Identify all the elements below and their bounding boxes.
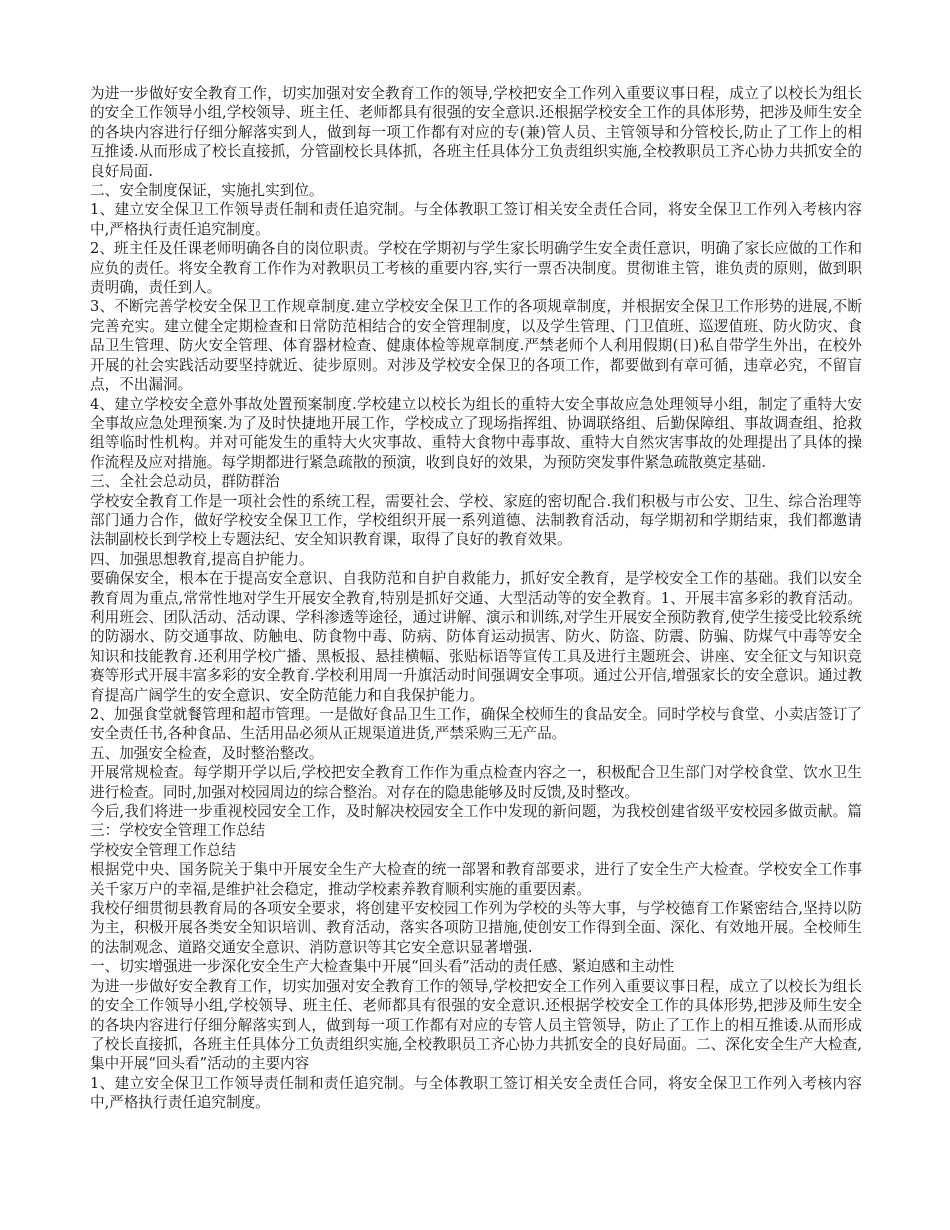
paragraph-canteen: 2、加强食堂就餐管理和超市管理。一是做好食品卫生工作，确保全校师生的食品安全。同时学校与食堂、小卖店签订了安全责任书,各种食品、生活用品必须从正规渠道进货,严禁采购三无产品。 (90, 706, 862, 743)
document-body (90, 84, 862, 1113)
heading-section-3: 三、全社会总动员，群防群治 (90, 473, 280, 491)
paragraph-item-1-repeat: 1、建立安全保卫工作领导责任制和责任追究制。与全体教职工签订相关安全责任合同，将安全保卫工作列入考核内容中,严格执行责任追究制度。 (90, 1074, 862, 1112)
paragraph-basis: 根据党中央、国务院关于集中开展安全生产大检查的统一部署和教育部要求，进行了安全生产大检查。学校安全工作事关千家万户的幸福,是维护社会稳定，推动学校素养教育顺利实施的重要因素。 (90, 861, 862, 898)
paragraph-item-4: 4、建立学校安全意外事故处置预案制度.学校建立以校长为组长的重特大安全事故应急处理领导小组，制定了重特大安全事故应急处理预案.为了及时快捷地开展工作，学校成立了现场指挥组、协调联络组、后勤保障组、事故调查组、抢救组等临时性机构。并对可能发生的重特大火灾事故、重特大食物中毒事故、重特大自然灾害事故的处理提出了具体的操作流程及应对措施。每学期都进行紧急疏散的预演，收到良好的效果，为预防突发事件紧急疏散奠定基础. (90, 395, 862, 471)
heading-section-5: 五、加强安全检查，及时整治整改。 (90, 744, 324, 762)
paragraph-education: 要确保安全，根本在于提高安全意识、自我防范和自护自救能力，抓好安全教育，是学校安全工作的基础。我们以安全教育周为重点,常常性地对学生开展安全教育,特别是抓好交通、大型活动等的安全教育。1、开展丰富多彩的教育活动。利用班会、团队活动、活动课、学科渗透等途径，通过讲解、演示和训练,对学生开展安全预防教育,使学生接受比较系统的防溺水、防交通事故、防触电、防食物中毒、防病、防体育运动损害、防火、防盗、防震、防骗、防煤气中毒等安全知识和技能教育.还利用学校广播、黑板报、悬挂横幅、张贴标语等宣传工具及进行主题班会、讲座、安全征文与知识竞赛等形式开展丰富多彩的安全教育.学校利用周一升旗活动时间强调安全事项。通过公开信,增强家长的安全意识。通过教育提高广阔学生的安全意识、安全防范能力和自我保护能力。 (90, 570, 862, 704)
paragraph-future: 今后,我们将进一步重视校园安全工作，及时解决校园安全工作中发现的新问题，为我校创建省级平安校园多做贡献。篇三：学校安全管理工作总结 (90, 803, 862, 840)
paragraph-implementation: 我校仔细贯彻县教育局的各项安全要求，将创建平安校园工作列为学校的头等大事，与学校德育工作紧密结合,坚持以防为主，积极开展各类安全知识培训、教育活动，落实各项防卫措施,使创安工作得到全面、深化、有效地开展。全校师生的法制观念、道路交通安全意识、消防意识等其它安全意识显著增强. (90, 900, 862, 956)
paragraph-intro-repeat: 为进一步做好安全教育工作，切实加强对安全教育工作的领导,学校把安全工作列入重要议事日程，成立了以校长为组长的安全工作领导小组,学校领导、班主任、老师都具有很强的安全意识.还根据学校安全工作的具体形势,把涉及师生安全的各块内容进行仔细分解落实到人，做到每一项工作都有对应的专管人员主管领导，防止了工作上的相互推诿.从而形成了校长直接抓，各班主任具体分工负责组织实施,全校教职员工齐心协力共抓安全的良好局面。二、深化安全生产大检查,集中开展“回头看”活动的主要内容 (90, 977, 862, 1073)
paragraph-item-2: 2、班主任及任课老师明确各自的岗位职责。学校在学期初与学生家长明确学生安全责任意识，明确了家长应做的工作和应负的责任。将安全教育工作作为对教职员工考核的重要内容,实行一票否决制度。贯彻谁主管，谁负责的原则，做到职责明确，责任到人。 (90, 240, 862, 297)
paragraph-social: 学校安全教育工作是一项社会性的系统工程，需要社会、学校、家庭的密切配合.我们积极与市公安、卫生、综合治理等部门通力合作，做好学校安全保卫工作，学校组织开展一系列道德、法制教育活动，每学期初和学期结束，我们都邀请法制副校长到学校上专题法纪、安全知识教育课，取得了良好的教育效果。 (90, 492, 862, 549)
paragraph-item-1: 1、建立安全保卫工作领导责任制和责任追究制。与全体教职工签订相关安全责任合同，将安全保卫工作列入考核内容中,严格执行责任追究制度。 (90, 201, 862, 238)
paragraph-intro: 为进一步做好安全教育工作，切实加强对安全教育工作的领导,学校把安全工作列入重要议事日程，成立了以校长为组长的安全工作领导小组,学校领导、班主任、老师都具有很强的安全意识.还根据学校安全工作的具体形势，把涉及师生安全的各块内容进行仔细分解落实到人，做到每一项工作都有对应的专(兼)管人员、主管领导和分管校长,防止了工作上的相互推诿.从而形成了校长直接抓，分管副校长具体抓，各班主任具体分工负责组织实施,全校教职员工齐心协力共抓安全的良好局面. (90, 85, 862, 180)
heading-part-1: 一、切实增强进一步深化安全生产大检查集中开展“回头看”活动的责任感、紧迫感和主动性 (90, 958, 675, 976)
heading-summary-title: 学校安全管理工作总结 (90, 841, 236, 859)
paragraph-inspection: 开展常规检查。每学期开学以后,学校把安全教育工作作为重点检查内容之一，积极配合卫生部门对学校食堂、饮水卫生进行检查。同时,加强对校园周边的综合整治。对存在的隐患能够及时反馈,及时整改。 (90, 764, 862, 801)
paragraph-item-3: 3、不断完善学校安全保卫工作规章制度.建立学校安全保卫工作的各项规章制度，并根据安全保卫工作形势的进展,不断完善充实。建立健全定期检查和日常防范相结合的安全管理制度，以及学生管理、门卫值班、巡逻值班、防火防灾、食品卫生管理、防火安全管理、体育器材检查、健康体检等规章制度.严禁老师个人利用假期(日)私自带学生外出，在校外开展的社会实践活动要坚持就近、徒步原则。对涉及学校安全保卫的各项工作，都要做到有章可循，违章必究，不留盲点，不出漏洞。 (90, 298, 862, 394)
heading-section-4: 四、加强思想教育,提高自护能力。 (90, 550, 314, 568)
heading-section-2: 二、安全制度保证，实施扎实到位。 (90, 182, 324, 200)
